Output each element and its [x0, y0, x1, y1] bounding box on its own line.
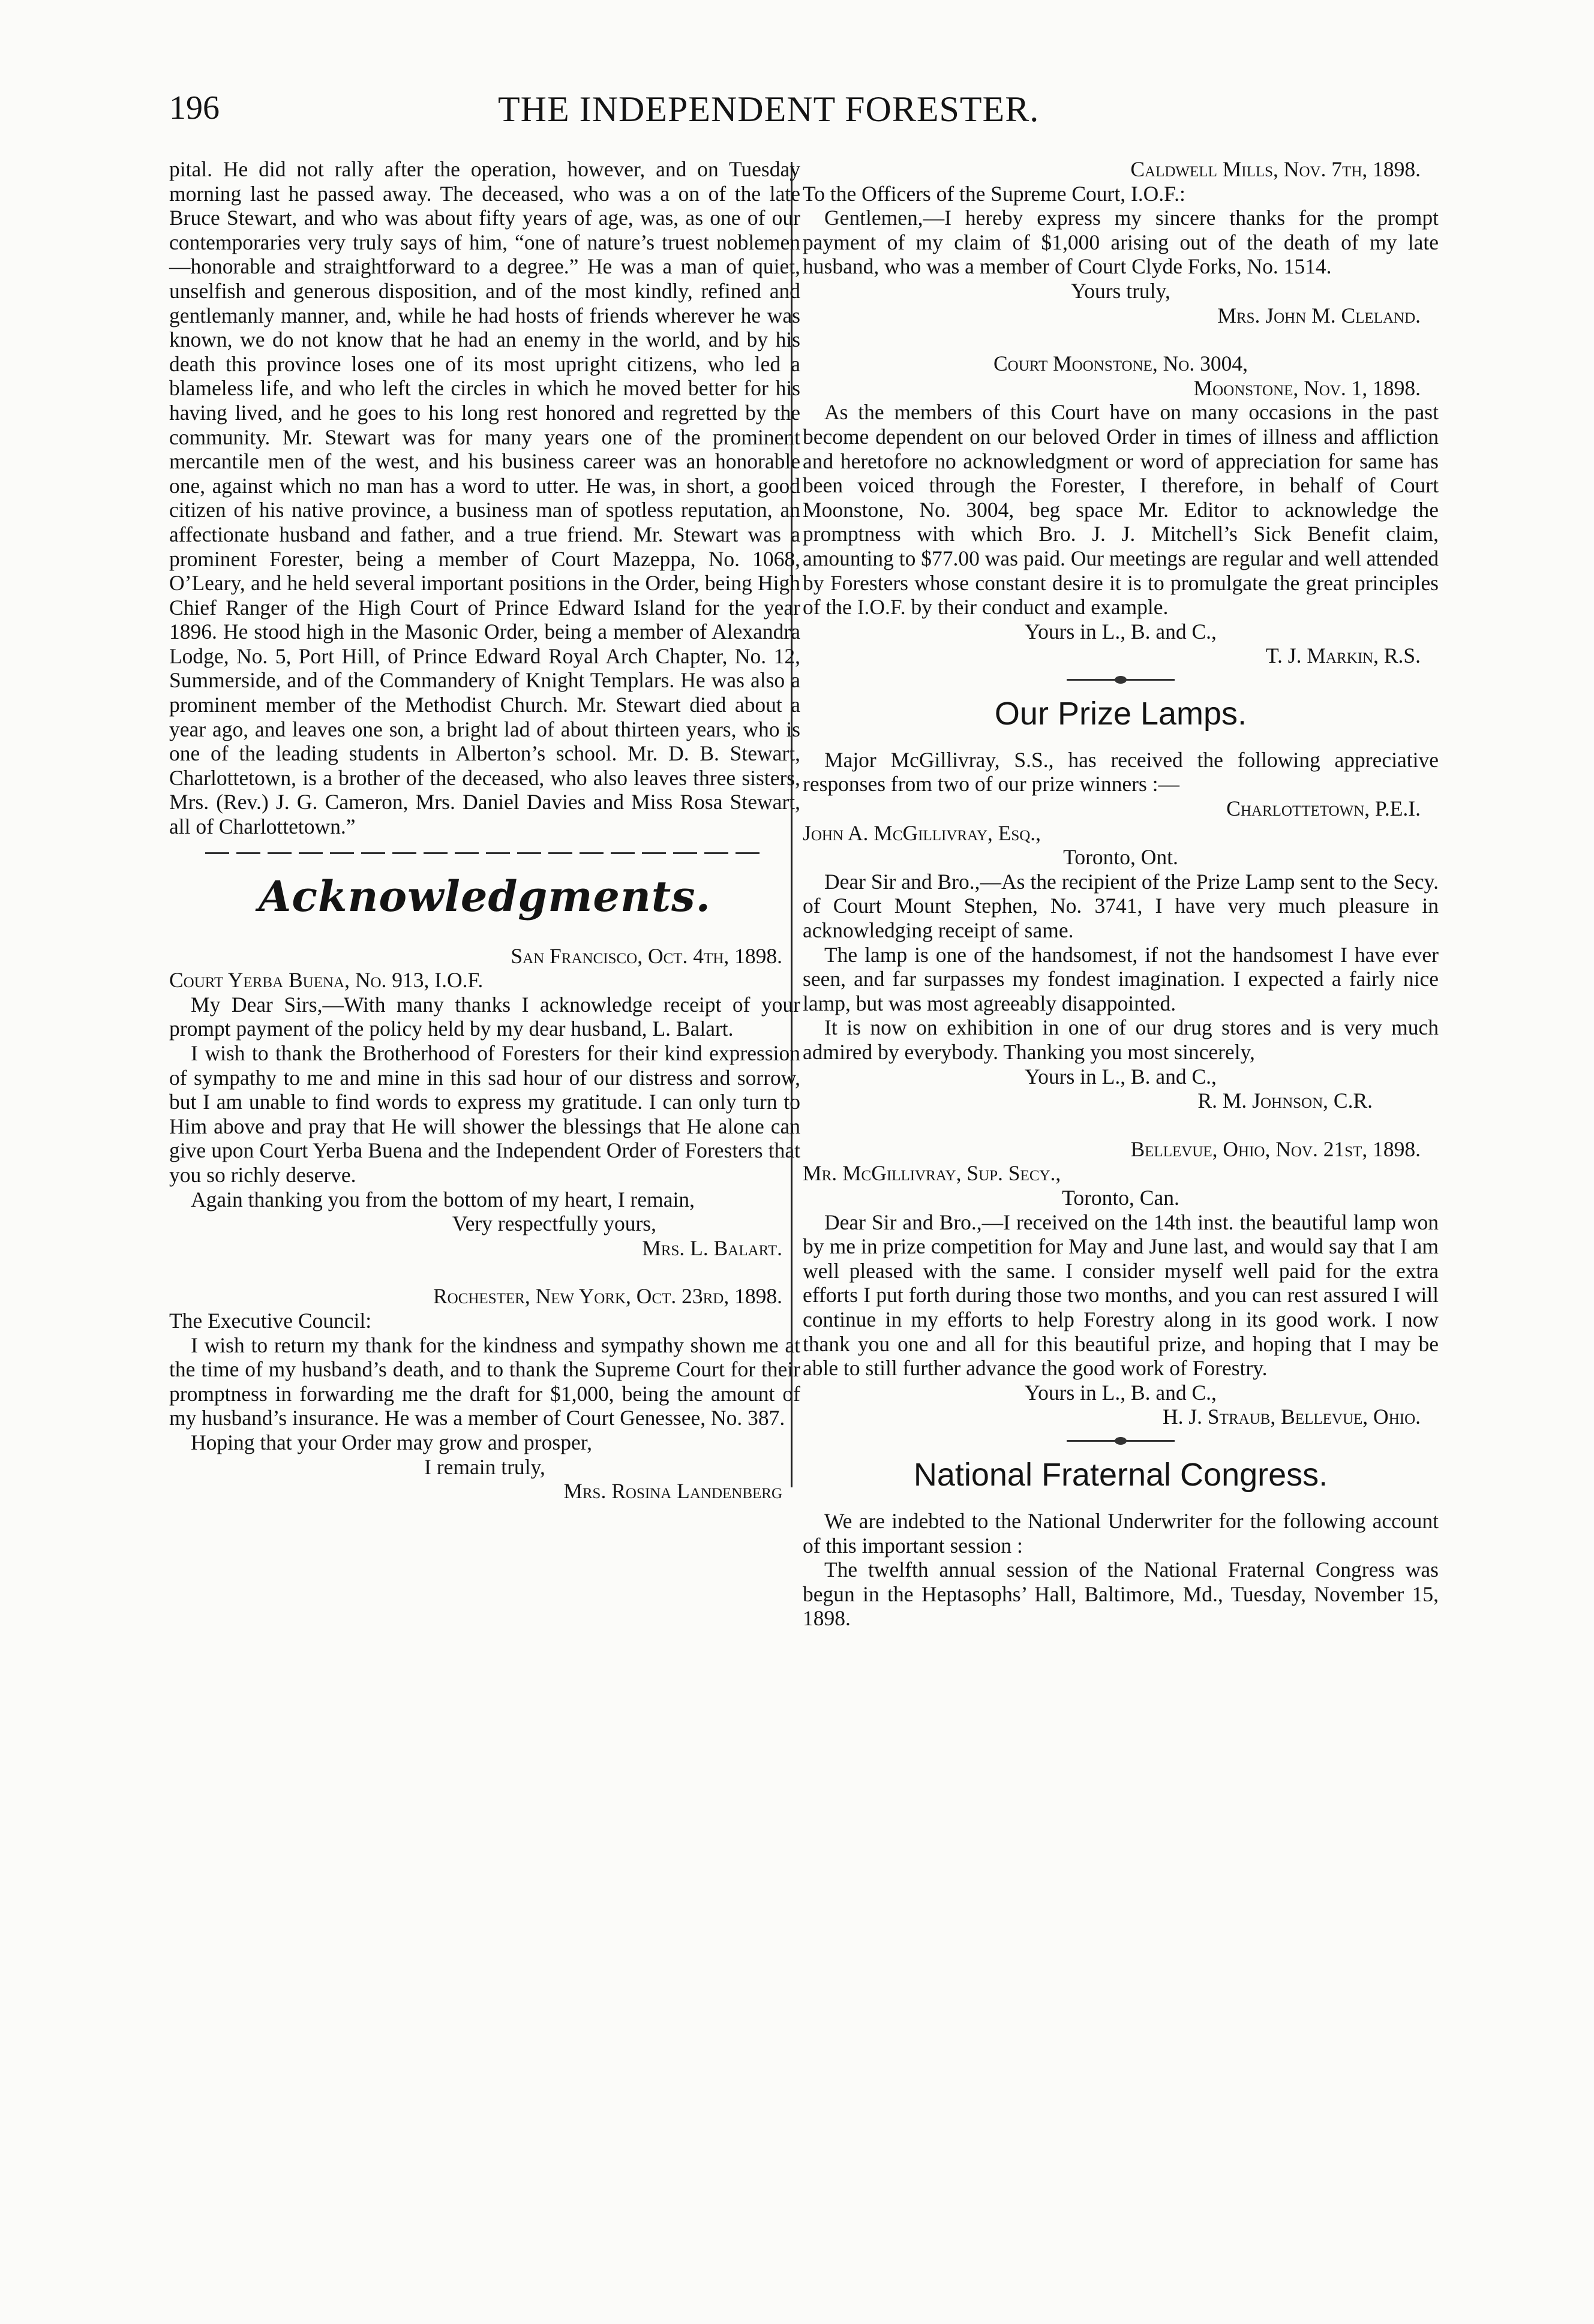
congress-heading: National Fraternal Congress.	[913, 1456, 1328, 1493]
prize-lamps-heading: Our Prize Lamps.	[994, 695, 1247, 732]
letter-location: Toronto, Can.	[1062, 1185, 1179, 1210]
section-divider	[205, 852, 764, 854]
letter-addressee: To the Officers of the Supreme Court, I.O.F.:	[803, 181, 1185, 206]
acknowledgments-heading: Acknowledgments.	[259, 871, 711, 921]
letter-johnson	[803, 796, 1439, 1113]
ornament-rule	[1067, 679, 1175, 681]
letter-balart	[169, 944, 800, 1261]
letter-closing: Yours in L., B. and C.,	[1025, 1380, 1217, 1405]
letter-paragraph: Gentlemen,—I hereby express my sincere thanks for the prompt payment of my claim of $1,000 arising out of the death of my late husband, who was a member of Court Clyde Forks, No. 1514.	[803, 206, 1439, 279]
letter-straub	[803, 1137, 1439, 1429]
letter-cleland	[803, 157, 1439, 327]
letter-dateline: Charlottetown, P.E.I.	[1226, 796, 1421, 821]
ornament-rule	[1067, 1440, 1175, 1442]
letter-closing: I remain truly,	[424, 1454, 545, 1479]
letter-paragraph: My Dear Sirs,—With many thanks I acknowledge receipt of your prompt payment of the policy held by my dear husband, L. Balart.	[169, 992, 800, 1041]
letter-dateline: Moonstone, Nov. 1, 1898.	[1193, 375, 1421, 400]
letter-paragraph: As the members of this Court have on many occasions in the past become dependent on our beloved Order in times of illness and affliction and heretofore no acknowledgment or word of appreciation for same has been voiced through the Forester, I therefore, in behalf of Court Moonstone, No. 3004, beg space Mr. Editor to acknowledge the promptness with which Bro. J. J. Mitchell’s Sick Benefit claim, amounting to $77.00 was paid. Our meetings are regular and well attended by Foresters whose constant desire it is to promulgate the great principles of the I.O.F. by their conduct and example.	[803, 400, 1439, 620]
letter-paragraph: Hoping that your Order may grow and prosper,	[191, 1430, 592, 1454]
letter-location: Toronto, Ont.	[1063, 845, 1178, 870]
letter-closing: Yours in L., B. and C.,	[1025, 1064, 1217, 1089]
running-title: THE INDEPENDENT FORESTER.	[498, 89, 1040, 129]
letter-moonstone	[803, 351, 1439, 668]
letter-dateline: Bellevue, Ohio, Nov. 21st, 1898.	[1130, 1137, 1421, 1161]
letter-closing: Very respectfully yours,	[452, 1211, 656, 1236]
letter-paragraph: I wish to return my thank for the kindness and sympathy shown me at the time of my husband’s death, and to thank the Supreme Court for their promptness in forwarding me the draft for $1,000, being the amount of my husband’s insurance. He was a member of Court Genessee, No. 387.	[169, 1333, 800, 1430]
letter-paragraph: I wish to thank the Brotherhood of Foresters for their kind expression of sympathy to me and mine in this sad hour of our distress and sorrow, but I am unable to find words to express my gratitude. I can only turn to Him above and pray that He will shower the blessings that He alone can give upon Court Yerba Buena and the Independent Order of Foresters that you so richly deserve.	[169, 1041, 800, 1187]
letter-paragraph: Dear Sir and Bro.,—I received on the 14th inst. the beautiful lamp won by me in prize competition for May and June last, and would say that I am well pleased with the same. I consider myself well paid for the extra efforts I put forth during those two months, and you can rest assured I will continue in my efforts to help Forestry along in its good work. I now thank you one and all for this beautiful prize, and hoping that I may be able to still further advance the good work of Forestry.	[803, 1210, 1439, 1381]
letter-paragraph: The lamp is one of the handsomest, if not the handsomest I have ever seen, and far surpasses my fondest imagination. I expected a fairly nice lamp, but was most agreeably disappointed.	[803, 942, 1439, 1015]
letter-closing: Yours in L., B. and C.,	[1025, 619, 1217, 644]
letter-addressee: Mr. McGillivray, Sup. Secy.,	[803, 1161, 1061, 1186]
letter-paragraph: Again thanking you from the bottom of my heart, I remain,	[191, 1187, 695, 1211]
congress-paragraph: We are indebted to the National Underwriter for the following account of this important session :	[803, 1508, 1439, 1558]
letter-heading: Court Moonstone, No. 3004,	[993, 351, 1248, 376]
letter-addressee: The Executive Council:	[169, 1308, 372, 1333]
prize-lamps-intro: Major McGillivray, S.S., has received the following appreciative responses from two of our prize winners :—	[803, 747, 1439, 796]
letter-dateline: Rochester, New York, Oct. 23rd, 1898.	[433, 1284, 782, 1309]
letter-dateline: San Francisco, Oct. 4th, 1898.	[511, 943, 782, 968]
right-column	[803, 157, 1439, 1631]
letter-signature: Mrs. John M. Cleland.	[1217, 303, 1421, 327]
page-number: 196	[169, 89, 220, 127]
letter-addressee: John A. McGillivray, Esq.,	[803, 820, 1041, 845]
letter-paragraph: It is now on exhibition in one of our drug stores and is very much admired by everybody. Thanking you most sincerely,	[803, 1015, 1439, 1064]
obituary-paragraph: pital. He did not rally after the operation, however, and on Tuesday morning last he passed away. The deceased, who was a on of the late Bruce Stewart, and who was about fifty years of age, was, as one of our contemporaries very truly says of him, “one of nature’s truest noblemen—honorable and straightforward to a degree.” He was a man of quiet, unselfish and generous disposition, and of the most kindly, refined and gentlemanly manner, and, while he had hosts of friends wherever he was known, we do not know that he had an enemy in the world, and by his death this province loses one of its most upright citizens, who led a blameless life, and who left the circles in which he moved better for his having lived, and he goes to his long rest honored and regretted by the community. Mr. Stewart was for many years one of the prominent mercantile men of the west, and his business career was an honorable one, against which no man has a word to utter. He was, in short, a good citizen of his native province, a business man of spotless reputation, an affectionate husband and father, and a true friend. Mr. Stewart was a prominent Forester, being a member of Court Mazeppa, No. 1068, O’Leary, and he held several important positions in the Order, being High Chief Ranger of the High Court of Prince Edward Island for the year 1896. He stood high in the Masonic Order, being a member of Alexandra Lodge, No. 5, Port Hill, of Prince Edward Royal Arch Chapter, No. 12, Summerside, and of the Commandery of Knight Templars. He was also a prominent member of the Methodist Church. Mr. Stewart died about a year ago, and leaves one son, a bright lad of about thirteen years, who is one of the leading students in Alberton’s school. Mr. D. B. Stewart, Charlottetown, is a brother of the deceased, who also leaves three sisters, Mrs. (Rev.) J. G. Cameron, Mrs. Daniel Davies and Miss Rosa Stewart, all of Charlottetown.”	[169, 157, 800, 839]
left-column	[169, 157, 800, 1504]
congress-paragraph: The twelfth annual session of the National Fraternal Congress was begun in the Heptasophs’ Hall, Baltimore, Md., Tuesday, November 15, 1898.	[803, 1558, 1439, 1631]
letter-dateline: Caldwell Mills, Nov. 7th, 1898.	[1130, 157, 1421, 181]
letter-closing: Yours truly,	[1071, 278, 1170, 303]
letter-paragraph: Dear Sir and Bro.,—As the recipient of the Prize Lamp sent to the Secy. of Court Mount Stephen, No. 3741, I have very much pleasure in acknowledging receipt of same.	[803, 869, 1439, 943]
letter-signature: T. J. Markin, R.S.	[1265, 644, 1421, 668]
letter-signature: R. M. Johnson, C.R.	[1197, 1089, 1373, 1113]
letter-signature: Mrs. Rosina Landenberg	[563, 1479, 782, 1504]
letter-signature: Mrs. L. Balart.	[642, 1235, 782, 1260]
letter-signature: H. J. Straub, Bellevue, Ohio.	[1162, 1405, 1421, 1429]
letter-landenberg	[169, 1284, 800, 1503]
letter-addressee: Court Yerba Buena, No. 913, I.O.F.	[169, 968, 484, 993]
